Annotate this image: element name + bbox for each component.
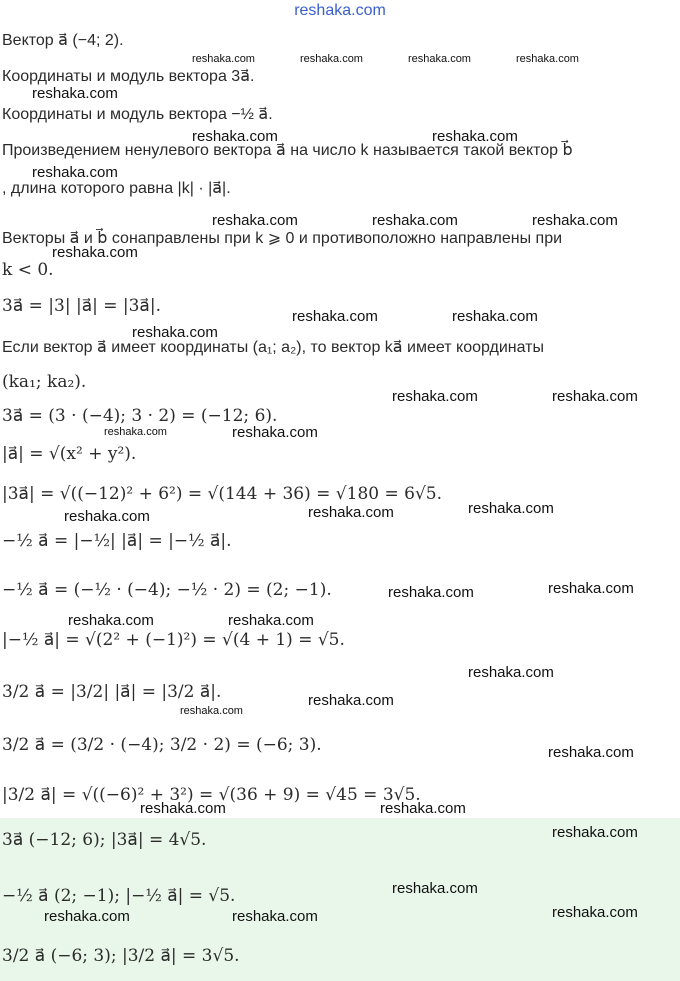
watermark: reshaka.com <box>44 908 130 925</box>
equation-10: |3/2 a⃗| = √((−6)² + 3²) = √(36 + 9) = √45 = 3√5. <box>2 785 421 805</box>
site-header-link[interactable]: reshaka.com <box>294 2 386 19</box>
watermark: reshaka.com <box>392 880 478 897</box>
answer-line-1: 3a⃗ (−12; 6); |3a⃗| = 4√5. <box>2 830 207 850</box>
equation-1: 3a⃗ = |3| |a⃗| = |3a⃗|. <box>2 296 161 316</box>
watermark: reshaka.com <box>552 388 638 405</box>
watermark: reshaka.com <box>452 308 538 325</box>
watermark: reshaka.com <box>548 580 634 597</box>
watermark: reshaka.com <box>468 664 554 681</box>
watermark: reshaka.com <box>308 692 394 709</box>
watermark: reshaka.com <box>192 53 255 65</box>
watermark: reshaka.com <box>388 584 474 601</box>
watermark: reshaka.com <box>432 128 518 145</box>
task-line-2: Координаты и модуль вектора −½ a⃗. <box>2 106 273 123</box>
direction-line-2: k < 0. <box>2 260 54 280</box>
equation-8: 3/2 a⃗ = |3/2| |a⃗| = |3/2 a⃗|. <box>2 682 222 702</box>
watermark: reshaka.com <box>192 128 278 145</box>
watermark: reshaka.com <box>140 800 226 817</box>
watermark: reshaka.com <box>52 244 138 261</box>
watermark: reshaka.com <box>392 388 478 405</box>
definition-line-1: Произведением ненулевого вектора a⃗ на число k называется такой вектор b⃗ <box>2 142 573 159</box>
watermark: reshaka.com <box>132 324 218 341</box>
watermark: reshaka.com <box>468 500 554 517</box>
definition-line-2: , длина которого равна |k| · |a⃗|. <box>2 180 231 197</box>
watermark: reshaka.com <box>300 53 363 65</box>
watermark: reshaka.com <box>532 212 618 229</box>
equation-7: |−½ a⃗| = √(2² + (−1)²) = √(4 + 1) = √5. <box>2 630 345 650</box>
equation-5: −½ a⃗ = |−½| |a⃗| = |−½ a⃗|. <box>2 531 232 551</box>
watermark: reshaka.com <box>212 212 298 229</box>
watermark: reshaka.com <box>68 612 154 629</box>
given-line: Вектор a⃗ (−4; 2). <box>2 32 124 49</box>
watermark: reshaka.com <box>408 53 471 65</box>
watermark: reshaka.com <box>232 908 318 925</box>
watermark: reshaka.com <box>180 705 243 717</box>
watermark: reshaka.com <box>32 85 118 102</box>
answer-line-2: −½ a⃗ (2; −1); |−½ a⃗| = √5. <box>2 886 236 906</box>
watermark: reshaka.com <box>308 504 394 521</box>
watermark: reshaka.com <box>552 904 638 921</box>
coordinates-line-2: (ka₁; ka₂). <box>2 372 87 392</box>
watermark: reshaka.com <box>548 744 634 761</box>
equation-6: −½ a⃗ = (−½ · (−4); −½ · 2) = (2; −1). <box>2 580 332 600</box>
equation-9: 3/2 a⃗ = (3/2 · (−4); 3/2 · 2) = (−6; 3). <box>2 735 322 755</box>
watermark: reshaka.com <box>372 212 458 229</box>
task-line-1: Координаты и модуль вектора 3a⃗. <box>2 68 255 85</box>
watermark: reshaka.com <box>552 824 638 841</box>
answer-line-3: 3/2 a⃗ (−6; 3); |3/2 a⃗| = 3√5. <box>2 946 240 966</box>
watermark: reshaka.com <box>228 612 314 629</box>
equation-4: |3a⃗| = √((−12)² + 6²) = √(144 + 36) = √180 = 6√5. <box>2 484 443 504</box>
watermark: reshaka.com <box>104 426 167 438</box>
direction-line-1: Векторы a⃗ и b⃗ сонаправлены при k ⩾ 0 и противоположно направлены при <box>2 230 563 247</box>
equation-2: 3a⃗ = (3 · (−4); 3 · 2) = (−12; 6). <box>2 406 278 426</box>
watermark: reshaka.com <box>64 508 150 525</box>
coordinates-line-1: Если вектор a⃗ имеет координаты (a₁; a₂), то вектор ka⃗ имеет координаты <box>2 339 545 356</box>
watermark: reshaka.com <box>232 424 318 441</box>
equation-3: |a⃗| = √(x² + y²). <box>2 444 137 464</box>
watermark: reshaka.com <box>380 800 466 817</box>
watermark: reshaka.com <box>32 164 118 181</box>
watermark: reshaka.com <box>292 308 378 325</box>
watermark: reshaka.com <box>516 53 579 65</box>
